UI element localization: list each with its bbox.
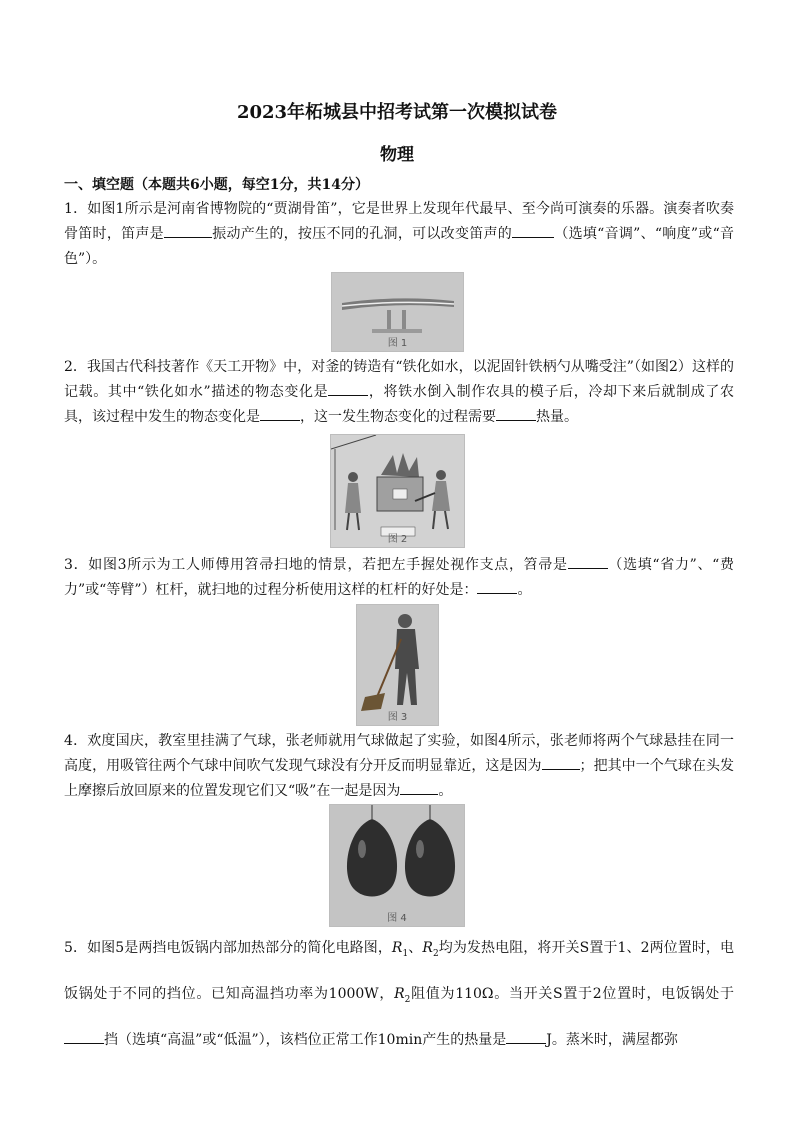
q5-text-5: J。蒸米时，满屋都弥	[546, 1031, 678, 1048]
q5-r2-subscript: 2	[432, 948, 439, 959]
q4-blank-1[interactable]	[542, 755, 580, 770]
q5-r2-symbol: R	[422, 940, 433, 956]
section-heading: 一、填空题（本题共6小题，每空1分，共14分）	[64, 177, 369, 193]
q4-text-3: 。	[438, 783, 453, 799]
figure-3-caption: 图 3	[387, 712, 408, 723]
q3-blank-1[interactable]	[568, 554, 608, 569]
question-5	[64, 928, 734, 1060]
q5-blank-2[interactable]	[506, 1029, 546, 1044]
question-1	[64, 197, 734, 272]
sweeping-worker-illustration	[357, 605, 438, 725]
question-2	[64, 355, 734, 430]
q5-r2-subscript-b: 2	[404, 994, 411, 1005]
exam-title: 2023年柘城县中招考试第一次模拟试卷	[236, 102, 558, 123]
q2-text-1: 2．我国古代科技著作《天工开物》中，对釜的铸造有“铁化如水，以泥固针铁柄勺从嘴受注”（如图2）这样的记载。其中“铁化如水”描述的物态变化是	[64, 359, 734, 400]
q4-text-1: 4．欢度国庆，教室里挂满了气球，张老师就用气球做起了实验，如图4所示，张老师将两个气球悬挂在同一高度，用吸管往两个气球中间吹气发现气球没有分开反而明显靠近，这是因为	[64, 733, 734, 774]
figure-3-sweeping-worker	[356, 604, 439, 726]
q4-text-2: ；把其中一个气球在头发上摩擦后放回原来的位置发现它们又“吸”在一起是因为	[64, 758, 735, 799]
figure-2-caption: 图 2	[387, 534, 408, 545]
question-4	[64, 729, 734, 804]
q2-blank-1[interactable]	[328, 381, 368, 396]
question-3	[64, 553, 734, 603]
q2-text-2: ，将铁水倒入制作农具的模子后，冷却下来后就制成了农具，该过程中发生的物态变化是	[64, 384, 734, 425]
q5-text-1: 5．如图5是两挡电饭锅内部加热部分的简化电路图，	[64, 940, 392, 956]
q1-text-3: （选填“音调”、“响度”或“音色”）。	[64, 226, 735, 267]
q1-blank-1[interactable]	[164, 223, 212, 238]
q2-text-3: ，这一发生物态变化的过程需要	[300, 409, 496, 425]
q4-blank-2[interactable]	[400, 780, 438, 795]
q3-text-1: 3．如图3所示为工人师傅用笤帚扫地的情景，若把左手握处视作支点，笤帚是	[64, 557, 568, 573]
q5-text-4: 挡（选填“高温”或“低温”），该档位正常工作10min产生的热量是	[104, 1031, 507, 1048]
q3-text-2: （选填“省力”、“费力”或“等臂”）杠杆，就扫地的过程分析使用这样的杠杆的好处是：	[64, 557, 734, 598]
figure-4-caption: 图 4	[387, 913, 407, 924]
q5-text-3: 阻值为110Ω。当开关S置于2位置时，电饭锅处于	[410, 985, 734, 1002]
balloons-illustration	[330, 805, 464, 926]
q5-r1-subscript: 1	[402, 948, 409, 959]
q1-text-1: 1．如图1所示是河南省博物院的“贾湖骨笛”，它是世界上发现年代最早、至今尚可演奏的乐器。演奏者吹奏骨笛时，笛声是	[64, 201, 734, 242]
q5-separator: 、	[408, 940, 423, 956]
figure-2-casting	[330, 434, 465, 548]
q5-r1-symbol: R	[391, 940, 403, 956]
q5-text-2: 均为发热电阻，将开关S置于1、2两位置时，电饭锅处于不同的挡位。已知高温挡功率为1000W，	[64, 940, 735, 1002]
q5-r2-symbol-b: R	[394, 985, 405, 1002]
q1-text-2: 振动产生的，按压不同的孔洞，可以改变笛声的	[211, 226, 513, 242]
q3-blank-2[interactable]	[477, 579, 517, 594]
figure-1-bone-flute	[331, 272, 464, 352]
q5-blank-1[interactable]	[64, 1029, 104, 1044]
figure-4-balloons	[329, 804, 465, 927]
q3-text-3: 。	[517, 582, 532, 598]
q2-blank-3[interactable]	[496, 406, 536, 421]
q1-blank-2[interactable]	[512, 223, 554, 238]
q2-text-4: 热量。	[536, 409, 578, 425]
q2-blank-2[interactable]	[260, 406, 300, 421]
exam-subject: 物理	[380, 145, 414, 165]
figure-1-caption: 图 1	[387, 338, 408, 349]
